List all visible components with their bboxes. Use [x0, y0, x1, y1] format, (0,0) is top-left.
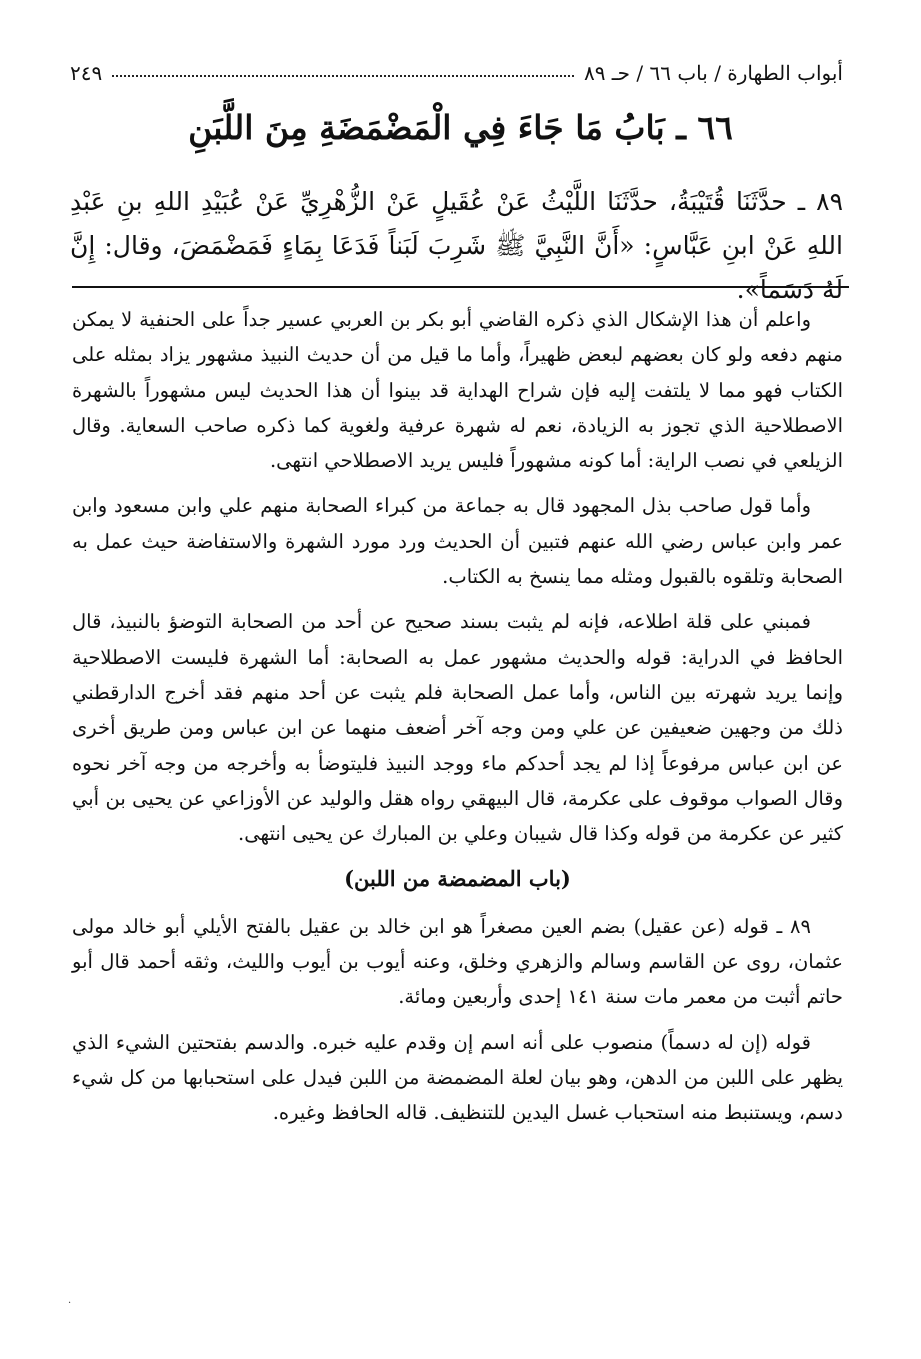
commentary-paragraph-2: وأما قول صاحب بذل المجهود قال به جماعة من كبراء الصحابة منهم علي وابن مسعود وابن عمر وابن عباس رضي الله عنهم فتبين أن الحديث ورد مورد الشهرة والاستفاضة حيث عمل به الصحابة وتلقوه بالقبول ومثله مما ينسخ به الكتاب. — [72, 494, 843, 589]
footnote-divider — [72, 286, 849, 288]
commentary-paragraph-5: قوله (إن له دسماً) منصوب على أنه اسم إن وقدم عليه خبره. والدسم بفتحتين الشيء الذي يظهر على اللبن من الدهن، وهو بيان لعلة المضمضة من اللبن فيدل على استحبابها من كل شيء دسم، ويستنبط منه استحباب غسل اليدين للتنظيف. قاله الحافظ وغيره. — [72, 1030, 843, 1125]
commentary-paragraph-3: فمبني على قلة اطلاعه، فإنه لم يثبت بسند صحيح عن أحد من الصحابة التوضؤ بالنبيذ، قال الحافظ في الدراية: قوله والحديث مشهور عمل به الصحابة: أما الشهرة فليست الاصطلاحية وإنما يريد شهرته بين الناس، وأما عمل الصحابة فلم يثبت عن أحد منهم فقد أخرج الدارقطني ذلك من وجهين ضعيفين عن علي ومن وجه آخر أضعف منهما عن ابن عباس ومن طريق أخرى عن ابن عباس مرفوعاً إذا لم يجد أحدكم ماء ووجد النبيذ فليتوضأ به وأخرجه من وجه آخر نحوه وقال الصواب موقوف على عكرمة، قال البيهقي رواه هقل والوليد عن الأوزاعي عن يحيى بن أبي كثير عن عكرمة من قوله وكذا قال شيبان وعلي بن المبارك عن يحيى انتهى. — [72, 610, 843, 846]
commentary-paragraph-4: ٨٩ ـ قوله (عن عقيل) بضم العين مصغراً هو ابن خالد بن عقيل بالفتح الأيلي أبو خالد مولى عثمان، روى عن القاسم وسالم والزهري وخلق، وعنه أيوب بن أيوب والليث، وثقه أحمد قال أبو حاتم أثبت من معمر مات سنة ١٤١ إحدى وأربعين ومائة. — [72, 914, 843, 1009]
commentary — [72, 302, 843, 1141]
dotted-leader — [112, 75, 574, 77]
chapter-title: ٦٦ ـ بَابُ مَا جَاءَ فِي الْمَضْمَضَةِ مِنَ اللَّبَنِ — [188, 108, 733, 147]
running-header — [70, 58, 843, 88]
commentary-subheading: (باب المضمضة من اللبن) — [344, 866, 571, 892]
hadith-text: ٨٩ ـ حدَّثَنَا قُتَيْبَةُ، حدَّثَنَا اللَّيْثُ عَنْ عُقَيلٍ عَنْ الزُّهْرِيِّ عَنْ عُبَيْدِ اللهِ بنِ عَبْدِ اللهِ عَنْ ابنِ عَبَّاسٍ: «أَنَّ النَّبِيَّ ﷺ شَرِبَ لَبَناً فَدَعَا بِمَاءٍ فَمَضْمَضَ، وقال: إِنَّ لَهُ دَسَماً». — [70, 187, 843, 304]
running-title: أبواب الطهارة / باب ٦٦ / حـ ٨٩ — [583, 61, 843, 85]
scan-speck: · — [68, 1298, 72, 1309]
page-number: ٢٤٩ — [70, 61, 103, 85]
commentary-paragraph-1: واعلم أن هذا الإشكال الذي ذكره القاضي أبو بكر بن العربي عسير جداً على الحنفية لا يمكن منهم دفعه ولو كان بعضهم لبعض ظهيراً، وأما ما قيل من أن حديث النبيذ مشهور يزاد بمثله على الكتاب فهو مما لا يلتفت إليه فإن شراح الهداية قد بينوا أن هذا الحديث ليس مشهوراً بالشهرة الاصطلاحية الذي تجوز به الزيادة، نعم له شهرة عرفية ولغوية كما ذكره صاحب السعاية. وقال الزيلعي في نصب الراية: أما كونه مشهوراً فليس يريد الاصطلاحي انتهى. — [72, 308, 843, 473]
